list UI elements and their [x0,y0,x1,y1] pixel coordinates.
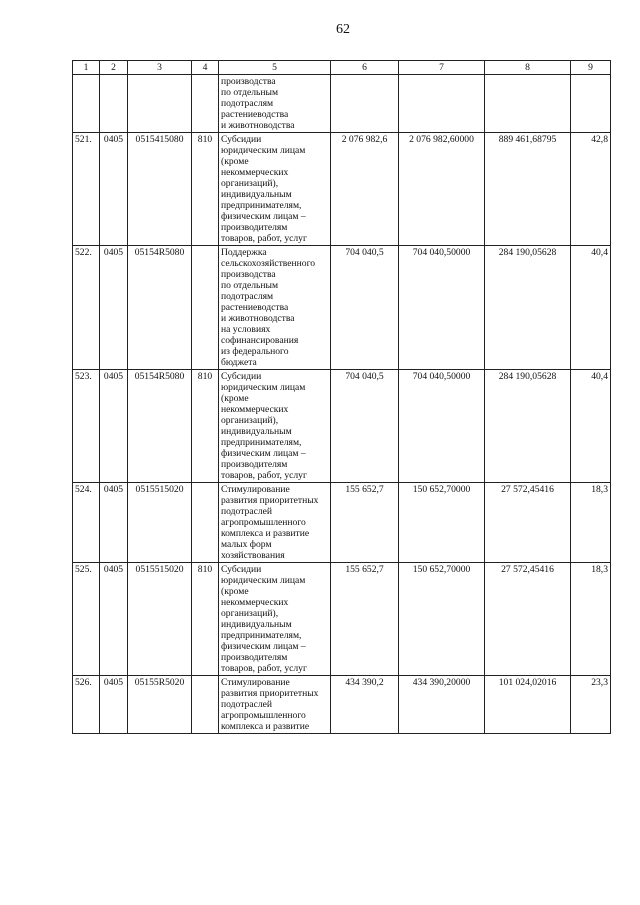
refined-amount: 150 652,70000 [399,563,485,676]
description-line: предпринимателям, [221,630,302,641]
executed-amount [485,75,571,133]
expense-type-code [192,246,219,370]
column-header: 7 [399,61,485,75]
description-line: юридическим лицам [221,575,306,586]
executed-amount: 27 572,45416 [485,483,571,563]
row-description [219,246,331,370]
description-line: по отдельным [221,280,279,291]
target-article-code: 05154R5080 [128,370,192,483]
description-line: и животноводства [221,313,295,324]
expense-type-code [192,676,219,734]
section-code: 0405 [100,676,128,734]
table-row [73,133,611,246]
description-line: товаров, работ, услуг [221,233,307,244]
section-code: 0405 [100,483,128,563]
section-code: 0405 [100,133,128,246]
budget-table [72,60,611,734]
description-line: производства [221,76,276,87]
executed-amount: 101 024,02016 [485,676,571,734]
expense-type-code: 810 [192,133,219,246]
approved-amount: 155 652,7 [331,483,399,563]
table-row [73,676,611,734]
approved-amount: 434 390,2 [331,676,399,734]
description-line: (кроме [221,393,249,404]
approved-amount: 704 040,5 [331,370,399,483]
section-code: 0405 [100,246,128,370]
description-line: предпринимателям, [221,437,302,448]
description-line: Субсидии [221,371,262,382]
description-line: некоммерческих [221,404,289,415]
description-line: подотраслям [221,98,274,109]
description-line: юридическим лицам [221,145,306,156]
row-description [219,676,331,734]
refined-amount: 2 076 982,60000 [399,133,485,246]
target-article-code: 05155R5020 [128,676,192,734]
description-line: агропромышленного [221,710,306,721]
refined-amount: 150 652,70000 [399,483,485,563]
table-row [73,370,611,483]
description-line: физическим лицам – [221,448,306,459]
description-line: комплекса и развитие [221,721,310,732]
approved-amount: 704 040,5 [331,246,399,370]
execution-percent: 23,3 [571,676,611,734]
description-line: из федерального [221,346,289,357]
description-line: предпринимателям, [221,200,302,211]
section-code: 0405 [100,370,128,483]
execution-percent: 18,3 [571,563,611,676]
approved-amount [331,75,399,133]
description-line: и животноводства [221,120,295,131]
description-line: подотраслей [221,699,273,710]
approved-amount: 2 076 982,6 [331,133,399,246]
column-header: 6 [331,61,399,75]
description-line: товаров, работ, услуг [221,663,307,674]
description-line: товаров, работ, услуг [221,470,307,481]
description-line: производителям [221,652,288,663]
expense-type-code: 810 [192,563,219,676]
description-line: Субсидии [221,134,262,145]
row-number [73,75,100,133]
description-line: физическим лицам – [221,641,306,652]
execution-percent [571,75,611,133]
row-description [219,563,331,676]
expense-type-code: 810 [192,370,219,483]
description-line: индивидуальным [221,619,292,630]
description-line: производителям [221,459,288,470]
page-number: 62 [336,22,350,37]
expense-type-code [192,483,219,563]
description-line: некоммерческих [221,597,289,608]
description-line: по отдельным [221,87,279,98]
description-line: организаций), [221,415,279,426]
description-line: (кроме [221,586,249,597]
description-line: сельскохозяйственного [221,258,316,269]
description-line: индивидуальным [221,426,292,437]
table-row [73,483,611,563]
row-number: 525. [73,563,100,676]
description-line: развития приоритетных [221,495,319,506]
target-article-code [128,75,192,133]
target-article-code: 05154R5080 [128,246,192,370]
column-header: 4 [192,61,219,75]
description-line: комплекса и развитие [221,528,310,539]
description-line: подотраслям [221,291,274,302]
row-number: 522. [73,246,100,370]
description-line: растениеводства [221,109,289,120]
column-header: 3 [128,61,192,75]
description-line: хозяйствования [221,550,285,561]
refined-amount [399,75,485,133]
description-line: растениеводства [221,302,289,313]
execution-percent: 18,3 [571,483,611,563]
row-description [219,483,331,563]
target-article-code: 0515515020 [128,563,192,676]
description-line: Стимулирование [221,677,290,688]
execution-percent: 40,4 [571,370,611,483]
section-code [100,75,128,133]
row-number: 526. [73,676,100,734]
description-line: некоммерческих [221,167,289,178]
refined-amount: 704 040,50000 [399,370,485,483]
row-description [219,133,331,246]
description-line: агропромышленного [221,517,306,528]
column-header: 2 [100,61,128,75]
row-description [219,370,331,483]
row-number: 521. [73,133,100,246]
description-line: софинансирования [221,335,299,346]
executed-amount: 889 461,68795 [485,133,571,246]
row-number: 523. [73,370,100,483]
refined-amount: 434 390,20000 [399,676,485,734]
description-line: организаций), [221,608,279,619]
row-description [219,75,331,133]
description-line: индивидуальным [221,189,292,200]
description-line: на условиях [221,324,271,335]
executed-amount: 284 190,05628 [485,370,571,483]
description-line: физическим лицам – [221,211,306,222]
column-header: 1 [73,61,100,75]
executed-amount: 27 572,45416 [485,563,571,676]
description-line: подотраслей [221,506,273,517]
approved-amount: 155 652,7 [331,563,399,676]
description-line: (кроме [221,156,249,167]
target-article-code: 0515415080 [128,133,192,246]
header-row [73,61,611,75]
column-header: 5 [219,61,331,75]
description-line: малых форм [221,539,272,550]
refined-amount: 704 040,50000 [399,246,485,370]
execution-percent: 40,4 [571,246,611,370]
section-code: 0405 [100,563,128,676]
target-article-code: 0515515020 [128,483,192,563]
description-line: Поддержка [221,247,267,258]
executed-amount: 284 190,05628 [485,246,571,370]
description-line: производства [221,269,276,280]
column-header: 9 [571,61,611,75]
table-row [73,563,611,676]
description-line: организаций), [221,178,279,189]
description-line: производителям [221,222,288,233]
description-line: юридическим лицам [221,382,306,393]
row-number: 524. [73,483,100,563]
execution-percent: 42,8 [571,133,611,246]
table-row [73,246,611,370]
column-header: 8 [485,61,571,75]
description-line: Субсидии [221,564,262,575]
description-line: развития приоритетных [221,688,319,699]
table-row [73,75,611,133]
description-line: Стимулирование [221,484,290,495]
description-line: бюджета [221,357,257,368]
expense-type-code [192,75,219,133]
